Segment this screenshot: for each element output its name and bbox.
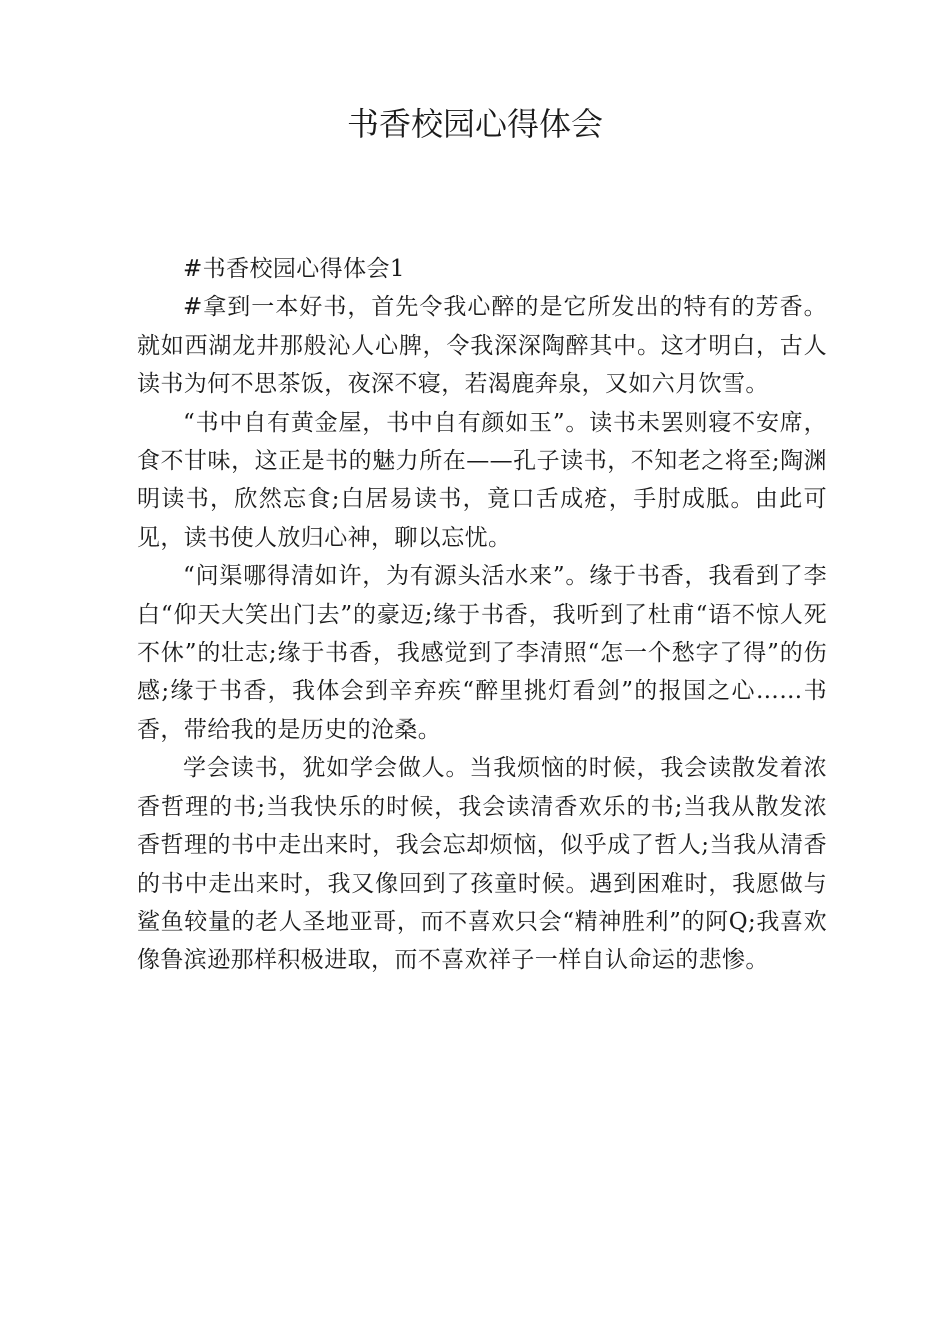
paragraph: “书中自有黄金屋，书中自有颜如玉”。读书未罢则寝不安席，食不甘味，这正是书的魅力所在——孔子读书，不知老之将至;陶渊明读书，欣然忘食;白居易读书，竟口舌成疮，手肘成胝。由此可见，读书使人放归心神，聊以忘忧。 [137,409,827,551]
paragraph: #拿到一本好书，首先令我心醉的是它所发出的特有的芳香。就如西湖龙井那般沁人心脾，令我深深陶醉其中。这才明白，古人读书为何不思茶饭，夜深不寝，若渴鹿奔泉，又如六月饮雪。 [137,294,827,398]
document-body [137,250,827,980]
paragraph: 学会读书，犹如学会做人。当我烦恼的时候，我会读散发着浓香哲理的书;当我快乐的时候，我会读清香欢乐的书;当我从散发浓香哲理的书中走出来时，我会忘却烦恼，似乎成了哲人;当我从清香的书中走出来时，我又像回到了孩童时候。遇到困难时，我愿做与鲨鱼较量的老人圣地亚哥，而不喜欢只会“精神胜利”的阿Q;我喜欢像鲁滨逊那样积极进取，而不喜欢祥子一样自认命运的悲惨。 [137,755,827,974]
document-title: 书香校园心得体会 [346,105,603,143]
paragraph: “问渠哪得清如许，为有源头活水来”。缘于书香，我看到了李白“仰天大笑出门去”的豪迈;缘于书香，我听到了杜甫“语不惊人死不休”的壮志;缘于书香，我感觉到了李清照“怎一个愁字了得”的伤感;缘于书香，我体会到辛弃疾“醉里挑灯看剑”的报国之心……书香，带给我的是历史的沧桑。 [137,563,827,743]
section-heading: #书香校园心得体会1 [183,256,405,282]
